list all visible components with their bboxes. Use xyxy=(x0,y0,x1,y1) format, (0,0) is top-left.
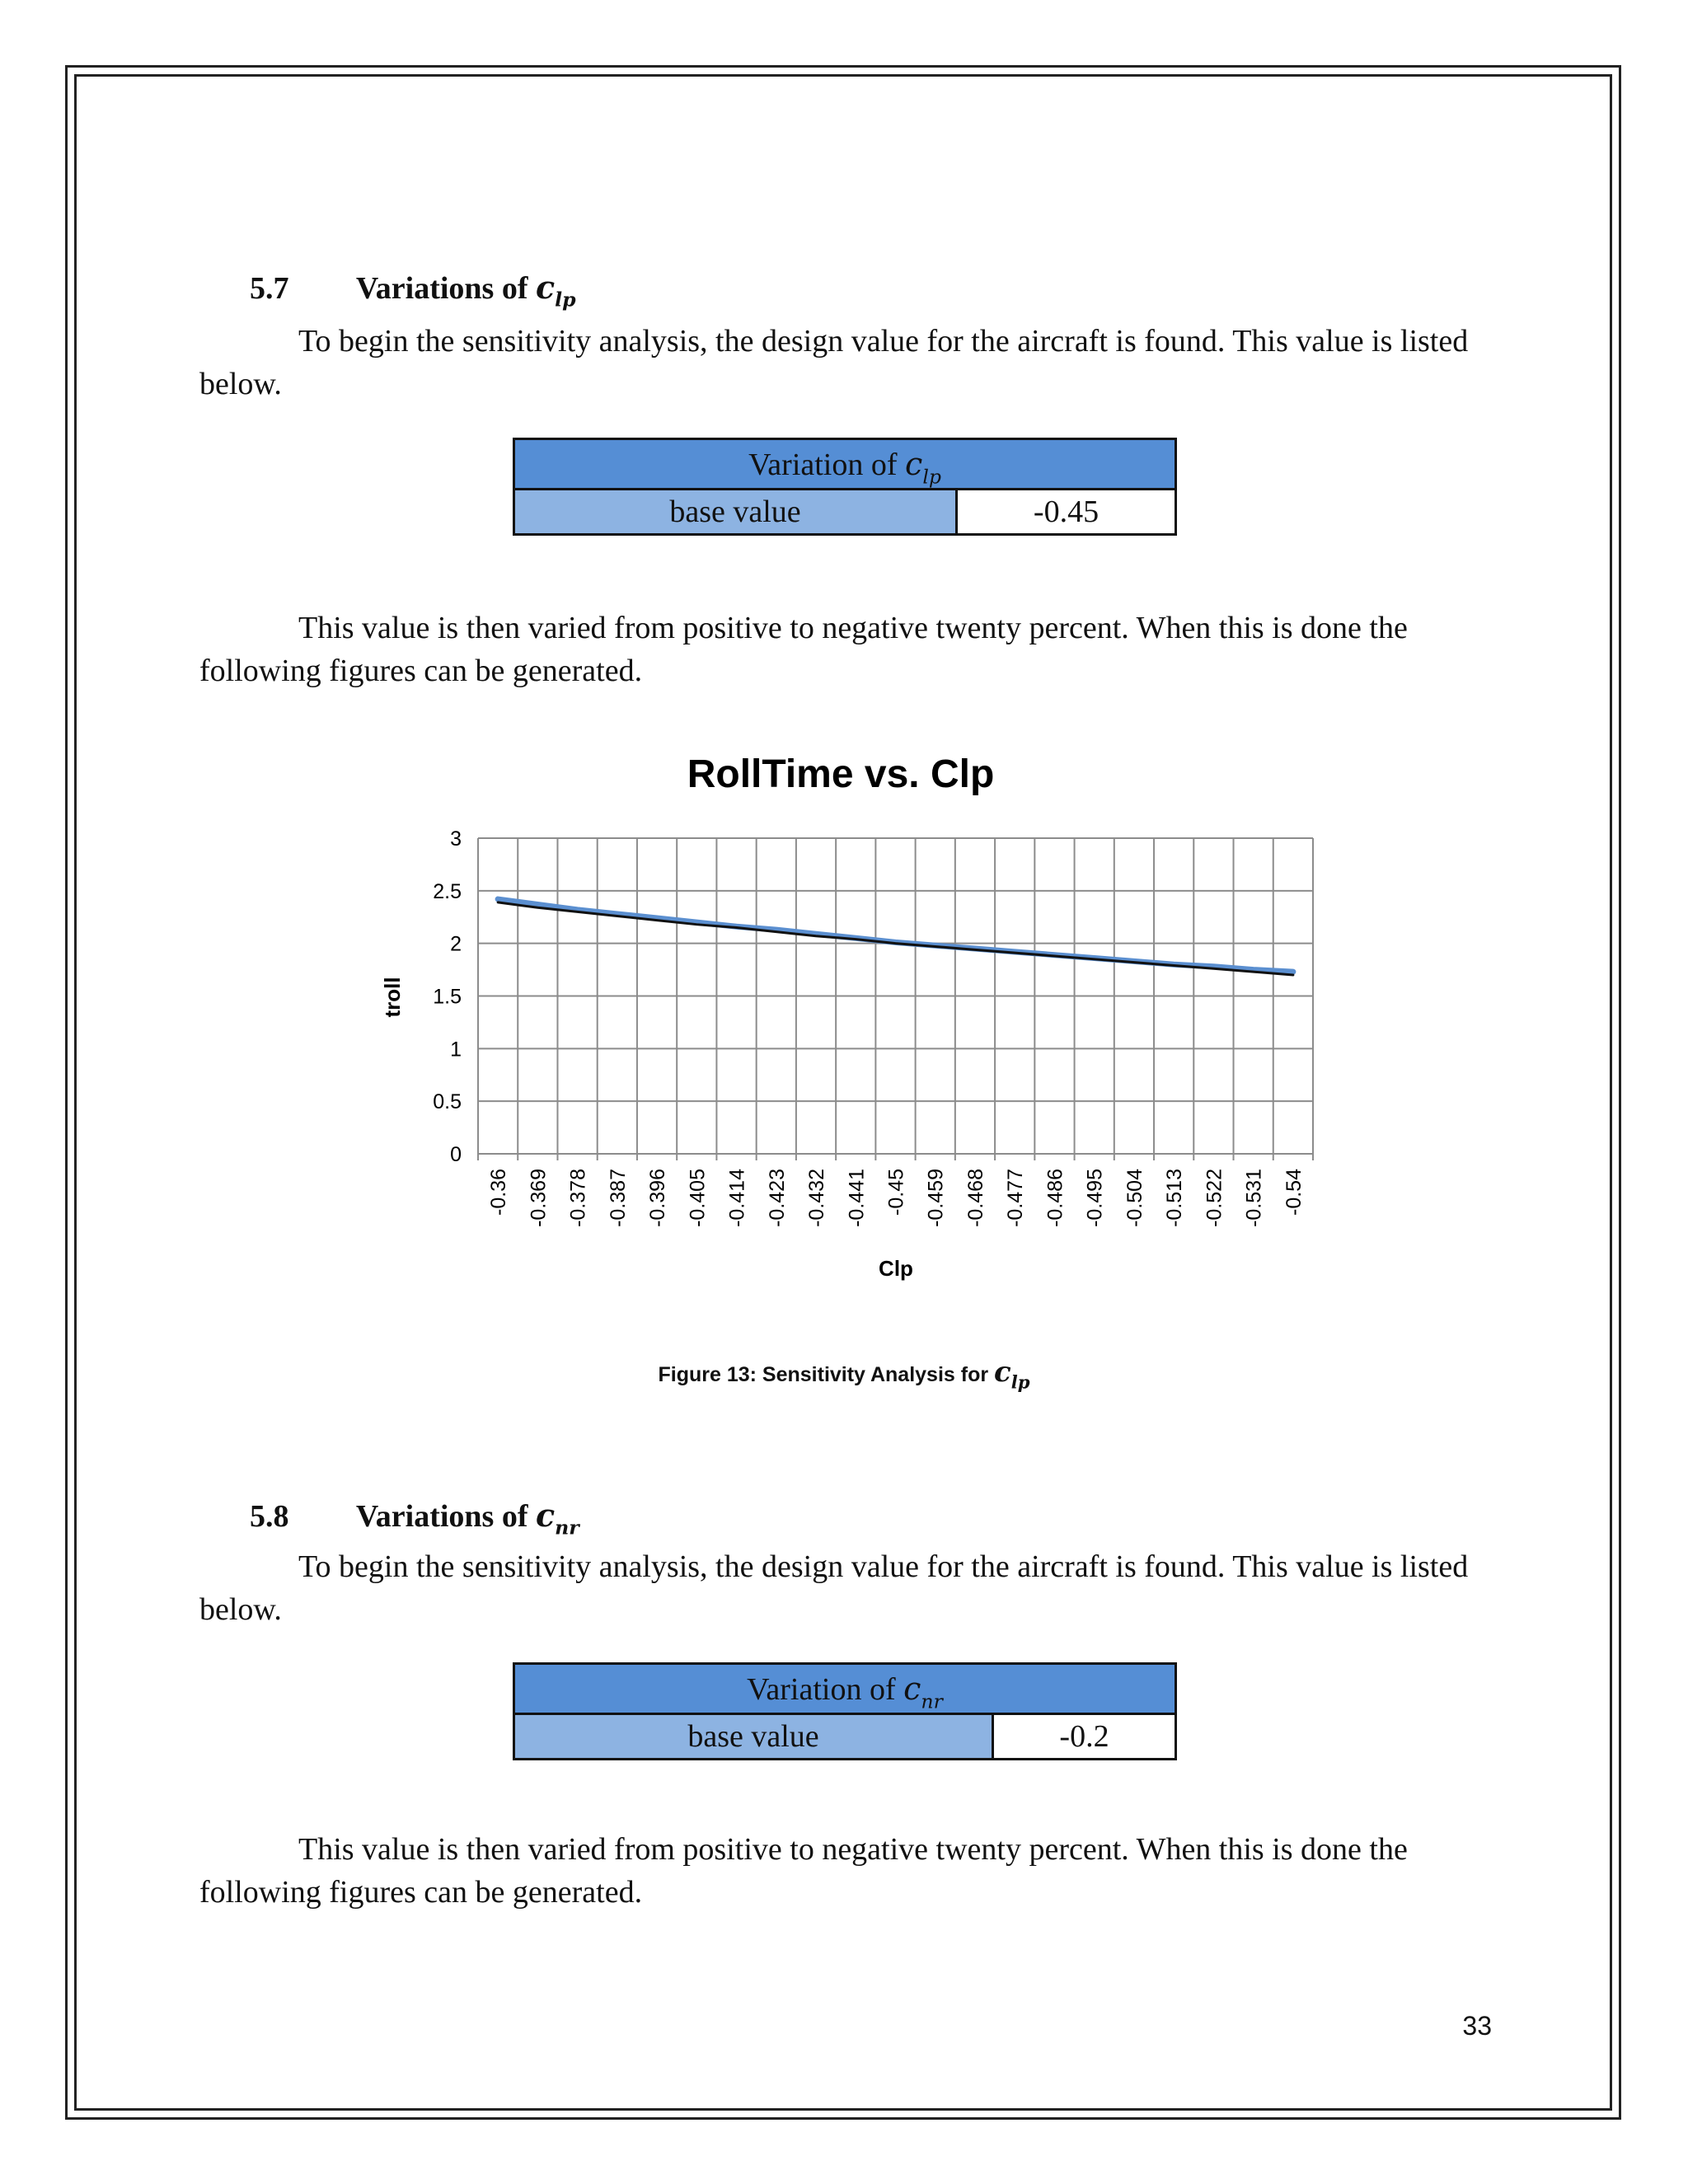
x-tick-label: -0.495 xyxy=(1083,1169,1107,1227)
section-title: Variations of xyxy=(355,1499,528,1534)
y-tick-label: 0 xyxy=(450,1143,462,1166)
y-tick-label: 0.5 xyxy=(433,1090,462,1114)
x-tick-label: -0.513 xyxy=(1163,1169,1187,1227)
rolltime-chart xyxy=(354,738,1343,1298)
x-tick-label: -0.378 xyxy=(566,1169,590,1227)
x-tick-label: -0.468 xyxy=(964,1169,987,1227)
chart-y-axis-label: troll xyxy=(380,977,405,1018)
section-symbol: $c_{nr}$ xyxy=(536,1497,579,1540)
x-tick-label: -0.459 xyxy=(924,1169,948,1227)
table-row xyxy=(515,1715,1175,1758)
caption-symbol: $c_{lp}$ xyxy=(994,1356,1030,1393)
x-tick-label: -0.486 xyxy=(1043,1169,1067,1227)
x-tick-label: -0.531 xyxy=(1242,1169,1266,1227)
table-header-symbol: $c_{nr}$ xyxy=(903,1671,943,1713)
x-tick-label: -0.477 xyxy=(1004,1169,1028,1227)
base-value-label: base value xyxy=(515,1715,994,1758)
table-header-symbol: $c_{lp}$ xyxy=(905,446,941,489)
section-number: 5.8 xyxy=(250,1499,289,1534)
x-tick-label: -0.387 xyxy=(606,1169,630,1227)
y-tick-label: 2.5 xyxy=(433,879,462,903)
chart-series xyxy=(498,899,1293,975)
y-tick-label: 2 xyxy=(450,932,462,956)
variation-table-clp xyxy=(513,438,1177,536)
x-tick-label: -0.405 xyxy=(686,1169,710,1227)
paragraph-intro-58: To begin the sensitivity analysis, the design value for the aircraft is found. This value is listed below. xyxy=(199,1549,1469,1627)
series-line xyxy=(498,899,1293,972)
x-tick-label: -0.414 xyxy=(725,1169,749,1227)
chart-x-axis-label: Clp xyxy=(879,1256,913,1281)
chart-x-ticks xyxy=(487,1169,1306,1227)
figure-caption: Figure 13: Sensitivity Analysis for $c_{lp}$ xyxy=(658,1356,1030,1393)
base-value: -0.45 xyxy=(958,490,1175,533)
table-row xyxy=(515,490,1175,533)
chart-y-ticks xyxy=(433,827,462,1166)
chart-title: RollTime vs. Clp xyxy=(687,752,995,796)
paragraph-intro-57: To begin the sensitivity analysis, the design value for the aircraft is found. This value is listed below. xyxy=(199,324,1469,401)
section-heading-5-8 xyxy=(250,1497,579,1539)
y-tick-label: 1 xyxy=(450,1038,462,1062)
base-value: -0.2 xyxy=(994,1715,1175,1758)
y-tick-label: 1.5 xyxy=(433,985,462,1009)
x-tick-label: -0.432 xyxy=(805,1169,829,1227)
page-number: 33 xyxy=(1462,2011,1492,2041)
variation-table-header: Variation of $c_{nr}$ xyxy=(515,1665,1175,1715)
x-tick-label: -0.423 xyxy=(765,1169,789,1227)
paragraph-variation-58: This value is then varied from positive to negative twenty percent. When this is done the following figures can be generated. xyxy=(199,1832,1408,1910)
section-number: 5.7 xyxy=(250,271,289,306)
x-tick-label: -0.522 xyxy=(1203,1169,1226,1227)
variation-table-cnr xyxy=(513,1662,1177,1760)
base-value-label: base value xyxy=(515,490,958,533)
x-tick-label: -0.504 xyxy=(1123,1169,1146,1227)
y-tick-label: 3 xyxy=(450,827,462,851)
x-tick-label: -0.441 xyxy=(845,1169,869,1227)
section-title: Variations of xyxy=(355,271,528,306)
x-tick-label: -0.54 xyxy=(1282,1169,1306,1216)
paragraph-variation-57: This value is then varied from positive to negative twenty percent. When this is done the following figures can be generated. xyxy=(199,611,1408,688)
x-tick-label: -0.369 xyxy=(527,1169,551,1227)
x-tick-label: -0.396 xyxy=(646,1169,670,1227)
section-heading-5-7 xyxy=(250,269,576,311)
x-tick-label: -0.36 xyxy=(487,1169,511,1216)
variation-table-header: Variation of $c_{lp}$ xyxy=(515,440,1175,490)
x-tick-label: -0.45 xyxy=(884,1169,908,1216)
section-symbol: $c_{lp}$ xyxy=(536,269,576,312)
chart-grid xyxy=(478,838,1313,1160)
